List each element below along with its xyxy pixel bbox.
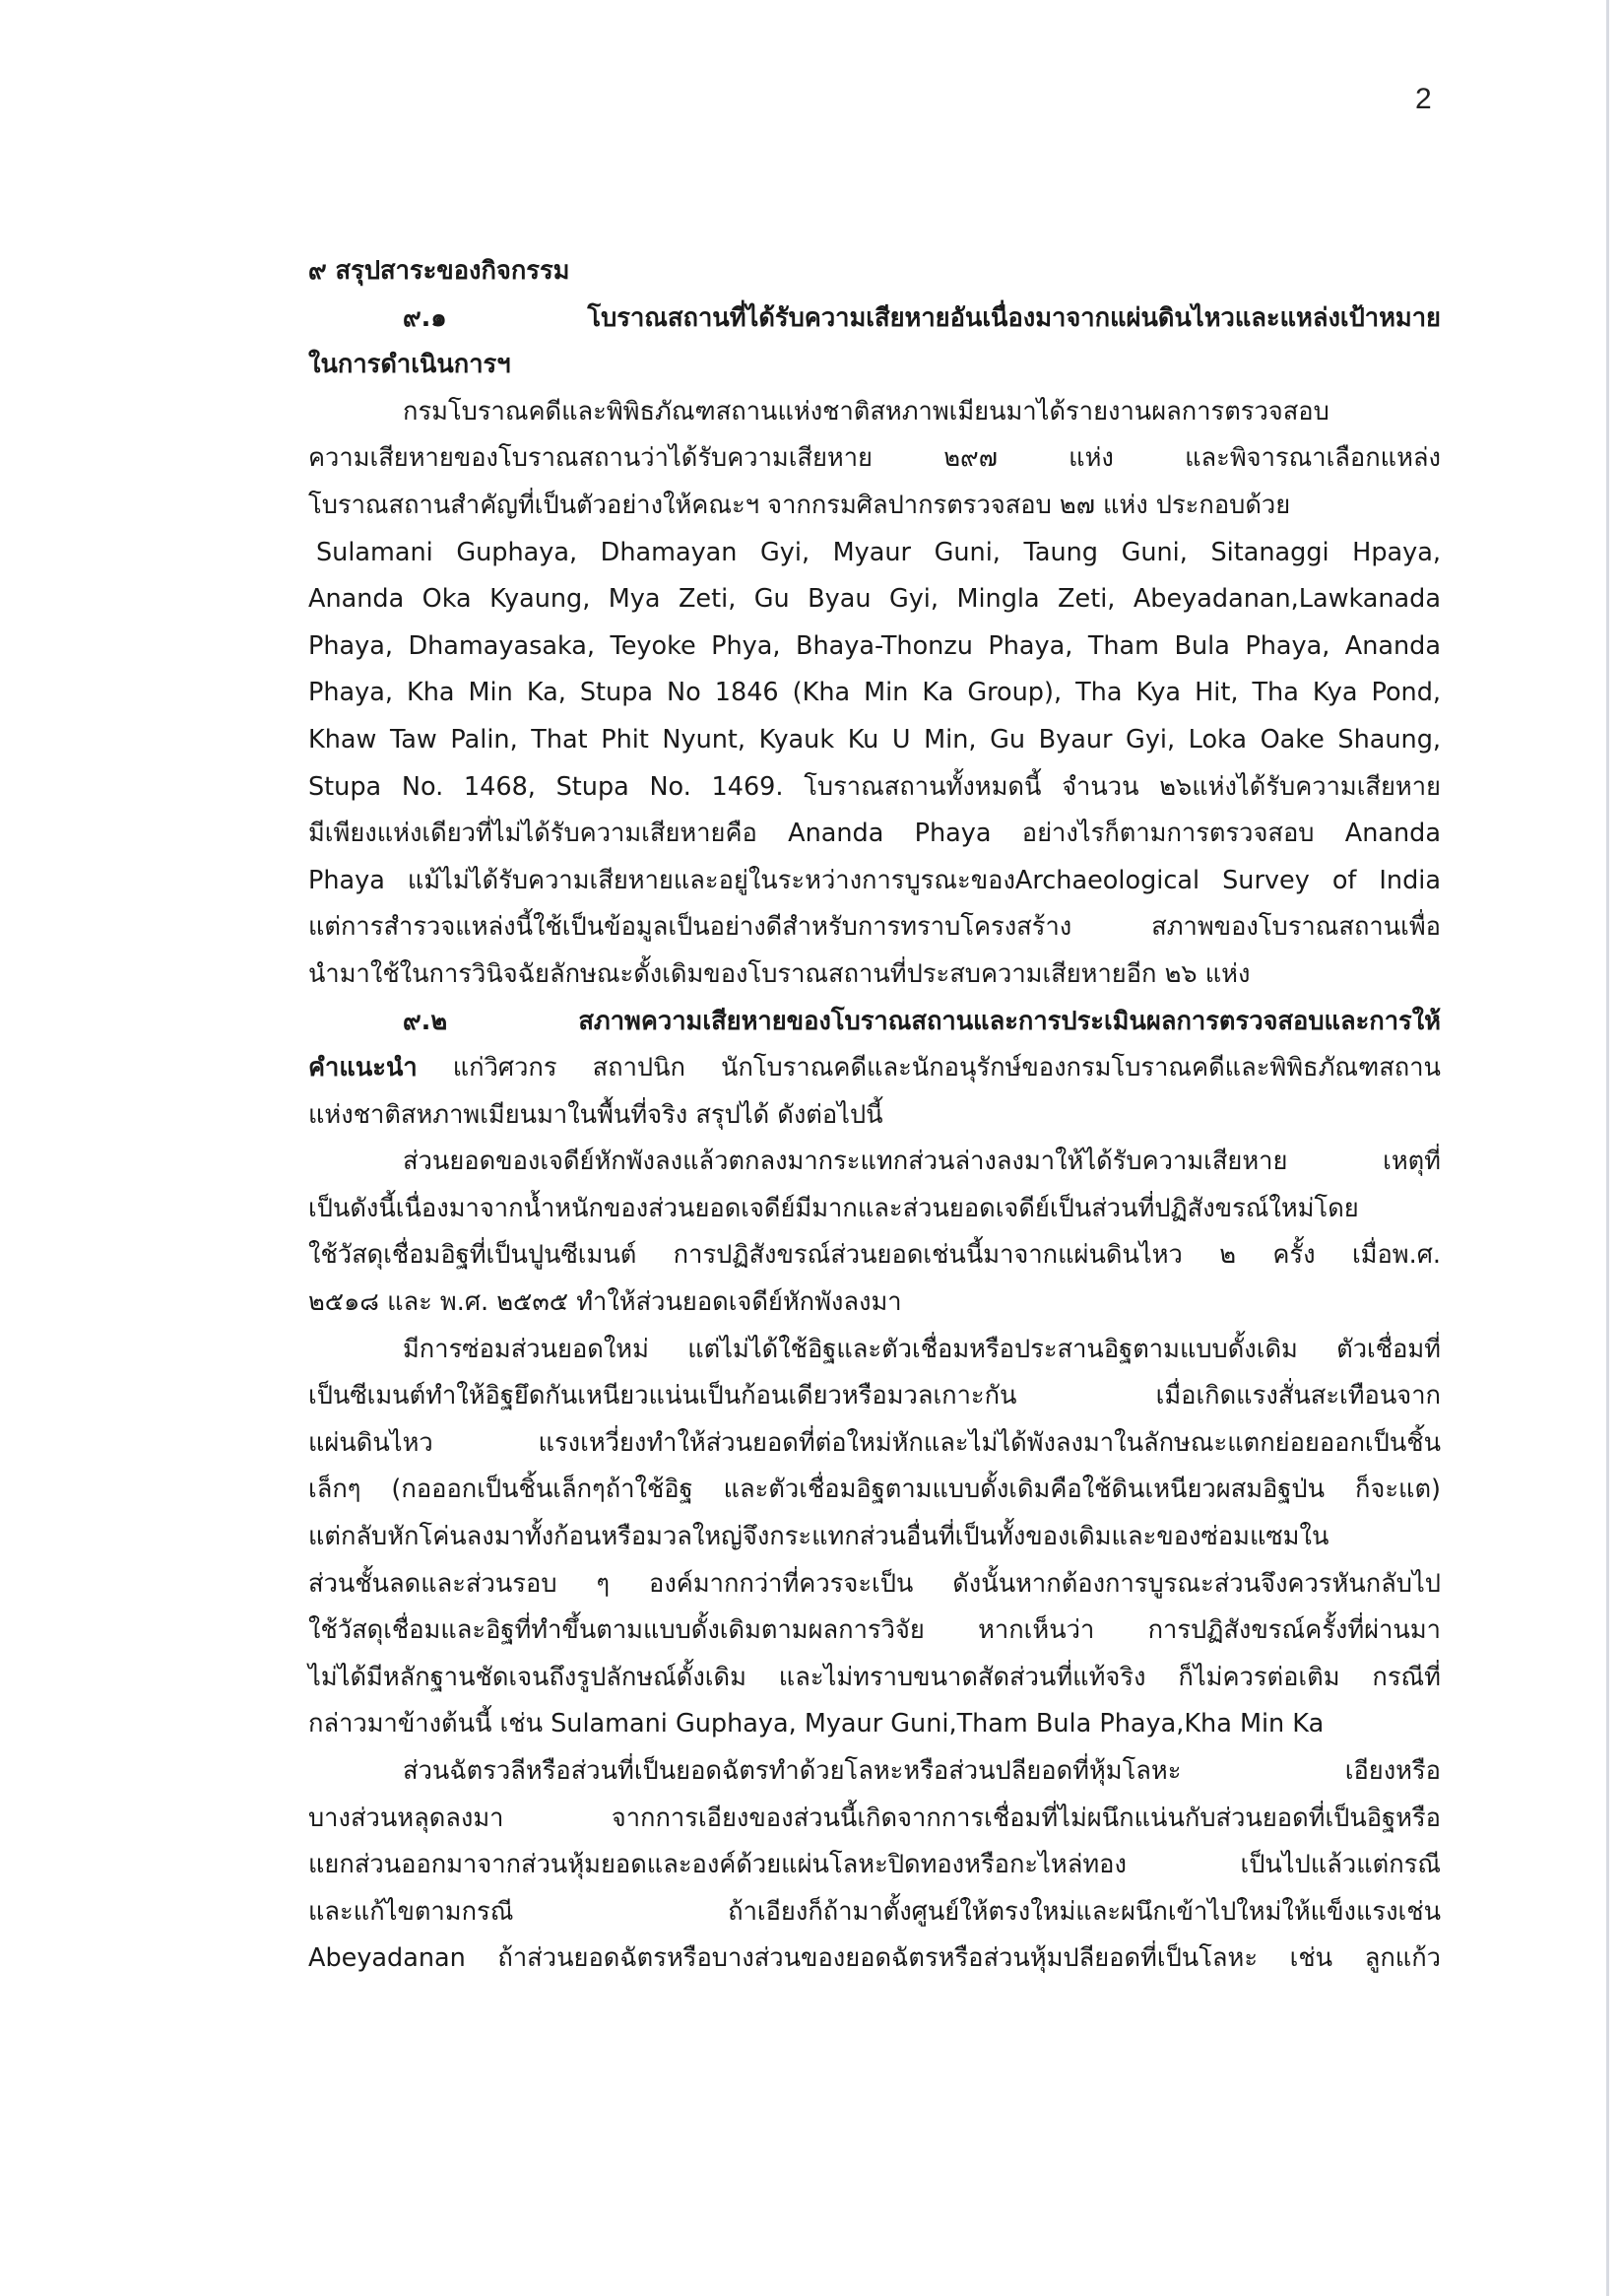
paragraph-line: Abeyadanan ถ้าส่วนยอดฉัตรหรือบางส่วนของยอดฉัตรหรือส่วนหุ้มปลียอดที่เป็นโลหะ เช่น ลูกแก้ว bbox=[308, 1943, 1441, 1974]
paragraph-line: มีการซ่อมส่วนยอดใหม่ แต่ไม่ได้ใช้อิฐและตัวเชื่อมหรือประสานอิฐตามแบบดั้งเดิม ตัวเชื่อมที่ bbox=[403, 1334, 1441, 1364]
paragraph-line: แยกส่วนออกมาจากส่วนหุ้มยอดและองค์ด้วยแผ่นโลหะปิดทองหรือกะไหล่ทอง เป็นไปแล้วแต่กรณี bbox=[308, 1850, 1441, 1880]
document-body bbox=[308, 248, 1441, 1983]
paragraph-line: ๒๕๑๘ และ พ.ศ. ๒๕๓๕ ทำให้ส่วนยอดเจดีย์หักพังลงมา bbox=[308, 1287, 902, 1318]
subsection-9-2-title-cont bbox=[308, 1045, 1441, 1092]
site-list-line: Phaya, Kha Min Ka, Stupa No 1846 (Kha Min Ka Group), Tha Kya Hit, Tha Kya Pond, bbox=[308, 678, 1441, 708]
site-list-line: Khaw Taw Palin, That Phit Nyunt, Kyauk Ku U Min, Gu Byaur Gyi, Loka Oake Shaung, bbox=[308, 724, 1441, 754]
paragraph-line: แผ่นดินไหว แรงเหวี่ยงทำให้ส่วนยอดที่ต่อใหม่หักและไม่ได้พังลงมาในลักษณะแตกย่อยออกเป็นชิ้น bbox=[308, 1427, 1441, 1458]
paragraph-line: ส่วนชั้นลดและส่วนรอบ ๆ องค์มากกว่าที่ควรจะเป็น ดังนั้นหากต้องการบูรณะส่วนจึงควรหันกลับไป bbox=[308, 1568, 1441, 1599]
paragraph-line: ใช้วัสดุเชื่อมและอิฐที่ทำขึ้นตามแบบดั้งเดิมตามผลการวิจัย หากเห็นว่า การปฏิสังขรณ์ครั้งที่ผ่านมา bbox=[308, 1615, 1441, 1646]
subsection-9-1-title-cont: ในการดำเนินการฯ bbox=[308, 350, 511, 380]
paragraph-line: กล่าวมาข้างต้นนี้ เช่น Sulamani Guphaya, Myaur Guni,Tham Bula Phaya,Kha Min Ka bbox=[308, 1709, 1325, 1739]
subsection-9-2-title: ๙.๒ สภาพความเสียหายของโบราณสถานและการประเมินผลการตรวจสอบและการให้ bbox=[403, 1006, 1441, 1036]
paragraph-line: ส่วนยอดของเจดีย์หักพังลงแล้วตกลงมากระแทกส่วนล่างลงมาให้ได้รับความเสียหาย เหตุที่ bbox=[403, 1147, 1441, 1177]
site-list-line: Phaya, Dhamayasaka, Teyoke Phya, Bhaya-Thonzu Phaya, Tham Bula Phaya, Ananda bbox=[308, 630, 1441, 661]
paragraph-line: นำมาใช้ในการวินิจฉัยลักษณะดั้งเดิมของโบราณสถานที่ประสบความเสียหายอีก ๒๖ แห่ง bbox=[308, 958, 1251, 989]
page-number: 2 bbox=[1415, 83, 1432, 115]
subsection-9-2-title-end: แห่งชาติสหภาพเมียนมาในพื้นที่จริง สรุปได้ ดังต่อไปนี้ bbox=[308, 1099, 883, 1130]
paragraph-line: ไม่ได้มีหลักฐานชัดเจนถึงรูปลักษณ์ดั้งเดิม และไม่ทราบขนาดสัดส่วนที่แท้จริง ก็ไม่ควรต่อเติม กรณีที่ bbox=[308, 1662, 1441, 1692]
paragraph-line: แต่กลับหักโค่นลงมาทั้งก้อนหรือมวลใหญ่จึงกระแทกส่วนอื่นที่เป็นทั้งของเดิมและของซ่อมแซมใน bbox=[308, 1522, 1329, 1552]
paragraph-line: มีเพียงแห่งเดียวที่ไม่ได้รับความเสียหายคือ Ananda Phaya อย่างไรก็ตามการตรวจสอบ Ananda bbox=[308, 819, 1441, 849]
paragraph-line: แต่การสำรวจแหล่งนี้ใช้เป็นข้อมูลเป็นอย่างดีสำหรับการทราบโครงสร้าง สภาพของโบราณสถานเพื่อ bbox=[308, 912, 1441, 943]
subsection-9-1-title: ๙.๑ โบราณสถานที่ได้รับความเสียหายอันเนื่องมาจากแผ่นดินไหวและแหล่งเป้าหมาย bbox=[403, 302, 1441, 333]
paragraph-line: Stupa No. 1468, Stupa No. 1469. โบราณสถานทั้งหมดนี้ จำนวน ๒๖แห่งได้รับความเสียหาย bbox=[308, 771, 1441, 802]
recommendation-label: คำแนะนำ bbox=[308, 1053, 418, 1083]
paragraph-line: เป็นซีเมนต์ทำให้อิฐยึดกันเหนียวแน่นเป็นก้อนเดียวหรือมวลเกาะกัน เมื่อเกิดแรงสั่นสะเทือนจาก bbox=[308, 1381, 1441, 1411]
paragraph-line: ใช้วัสดุเชื่อมอิฐที่เป็นปูนซีเมนต์ การปฏิสังขรณ์ส่วนยอดเช่นนี้มาจากแผ่นดินไหว ๒ ครั้ง เมื่อพ.ศ. bbox=[308, 1240, 1441, 1271]
paragraph-line: บางส่วนหลุดลงมา จากการเอียงของส่วนนี้เกิดจากการเชื่อมที่ไม่ผนึกแน่นกับส่วนยอดที่เป็นอิฐหรือ bbox=[308, 1803, 1441, 1833]
paragraph-line: Phaya แม้ไม่ได้รับความเสียหายและอยู่ในระหว่างการบูรณะของArchaeological Survey of India bbox=[308, 865, 1441, 895]
site-list-line: Sulamani Guphaya, Dhamayan Gyi, Myaur Guni, Taung Guni, Sitanaggi Hpaya, bbox=[316, 537, 1441, 567]
paragraph-line: ความเสียหายของโบราณสถานว่าได้รับความเสียหาย ๒๙๗ แห่ง และพิจารณาเลือกแหล่ง bbox=[308, 443, 1441, 474]
paragraph-line: เป็นดังนี้เนื่องมาจากน้ำหนักของส่วนยอดเจดีย์มีมากและส่วนยอดเจดีย์เป็นส่วนที่ปฏิสังขรณ์ใหม่โดย bbox=[308, 1193, 1359, 1223]
subsection-9-2-title-rest: แก่วิศวกร สถาปนิก นักโบราณคดีและนักอนุรักษ์ของกรมโบราณคดีและพิพิธภัณฑสถาน bbox=[417, 1053, 1441, 1083]
paragraph-line: โบราณสถานสำคัญที่เป็นตัวอย่างให้คณะฯ จากกรมศิลปากรตรวจสอบ ๒๗ แห่ง ประกอบด้วย bbox=[308, 490, 1291, 520]
paragraph-line: ส่วนฉัตรวลีหรือส่วนที่เป็นยอดฉัตรทำด้วยโลหะหรือส่วนปลียอดที่หุ้มโลหะ เอียงหรือ bbox=[403, 1756, 1441, 1786]
site-list-line: Ananda Oka Kyaung, Mya Zeti, Gu Byau Gyi, Mingla Zeti, Abeyadanan,Lawkanada bbox=[308, 584, 1441, 615]
section-heading: ๙ สรุปสาระของกิจกรรม bbox=[308, 256, 570, 286]
paragraph-line: เล็กๆ (กอออกเป็นชิ้นเล็กๆถ้าใช้อิฐ และตัวเชื่อมอิฐตามแบบดั้งเดิมคือใช้ดินเหนียวผสมอิฐป่น ก็จะแต) bbox=[308, 1475, 1441, 1505]
paragraph-line: และแก้ไขตามกรณี ถ้าเอียงก็ถ้ามาตั้งศูนย์ให้ตรงใหม่และผนึกเข้าไปใหม่ให้แข็งแรงเช่น bbox=[308, 1896, 1441, 1927]
paragraph-line: กรมโบราณคดีและพิพิธภัณฑสถานแห่งชาติสหภาพเมียนมาได้รายงานผลการตรวจสอบ bbox=[403, 396, 1329, 426]
scan-page-edge bbox=[1606, 0, 1609, 2296]
